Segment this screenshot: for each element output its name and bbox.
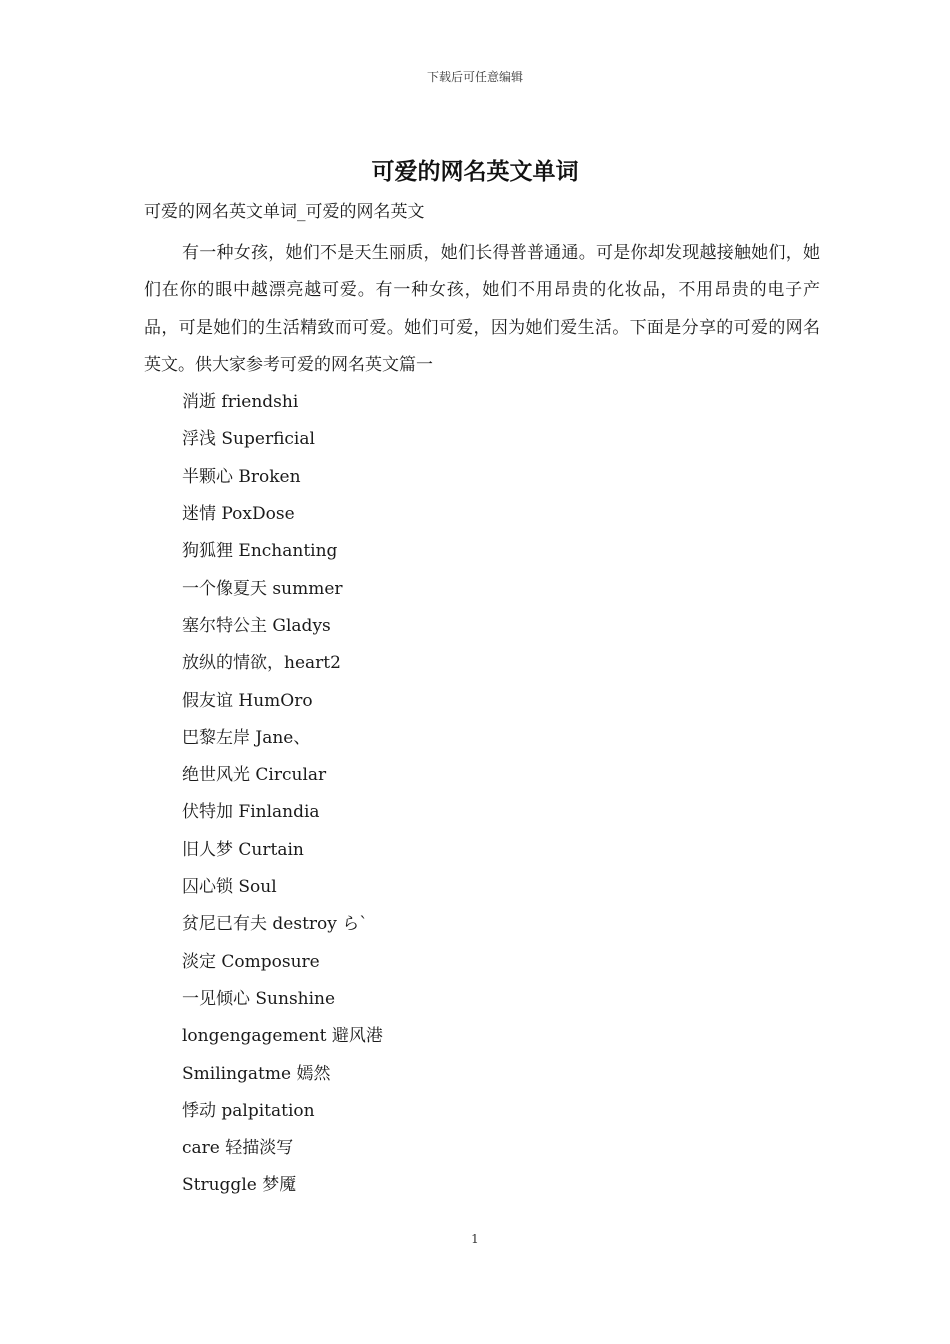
header-note: 下载后可任意编辑 <box>426 70 523 84</box>
document-body <box>144 198 820 1205</box>
list-item: Struggle 梦魇 <box>182 1175 297 1196</box>
nickname-list <box>144 384 820 1205</box>
list-item: 悸动 palpitation <box>182 1100 315 1121</box>
document-title: 可爱的网名英文单词 <box>371 158 579 185</box>
intro-paragraph: 有一种女孩，她们不是天生丽质，她们长得普普通通。可是你却发现越接触她们，她们在你的眼中越漂亮越可爱。有一种女孩，她们不用昂贵的化妆品，不用昂贵的电子产品，可是她们的生活精致而可爱。她们可爱，因为她们爱生活。下面是分享的可爱的网名英文。供大家参考可爱的网名英文篇一 <box>144 243 820 375</box>
document-subtitle: 可爱的网名英文单词_可爱的网名英文 <box>144 202 425 222</box>
list-item: 淡定 Composure <box>182 951 320 972</box>
list-item: 贫尼已有夫 destroy ら` <box>182 914 368 935</box>
list-item: 一个像夏天 summer <box>182 578 343 599</box>
list-item: 迷情 PoxDose <box>182 504 295 525</box>
list-item: 浮浅 Superficial <box>182 429 315 450</box>
list-item: 假友谊 HumOro <box>182 690 313 711</box>
list-item: Smilingatme 嫣然 <box>182 1063 331 1084</box>
list-item: 旧人梦 Curtain <box>182 839 304 860</box>
list-item: 半颗心 Broken <box>182 466 301 487</box>
list-item: 一见倾心 Sunshine <box>182 988 336 1009</box>
list-item: 消逝 friendshi <box>182 392 299 413</box>
list-item: longengagement 避风港 <box>182 1026 383 1047</box>
list-item: 巴黎左岸 Jane、 <box>182 727 311 748</box>
list-item: care 轻描淡写 <box>182 1138 294 1159</box>
list-item: 绝世风光 Circular <box>182 765 327 786</box>
list-item: 狗狐狸 Enchanting <box>182 541 338 562</box>
list-item: 放纵的情欲，heart2 <box>182 653 341 674</box>
list-item: 伏特加 Finlandia <box>182 802 320 823</box>
list-item: 塞尔特公主 Gladys <box>182 615 331 636</box>
page-number: 1 <box>471 1232 479 1246</box>
list-item: 囚心锁 Soul <box>182 877 277 898</box>
